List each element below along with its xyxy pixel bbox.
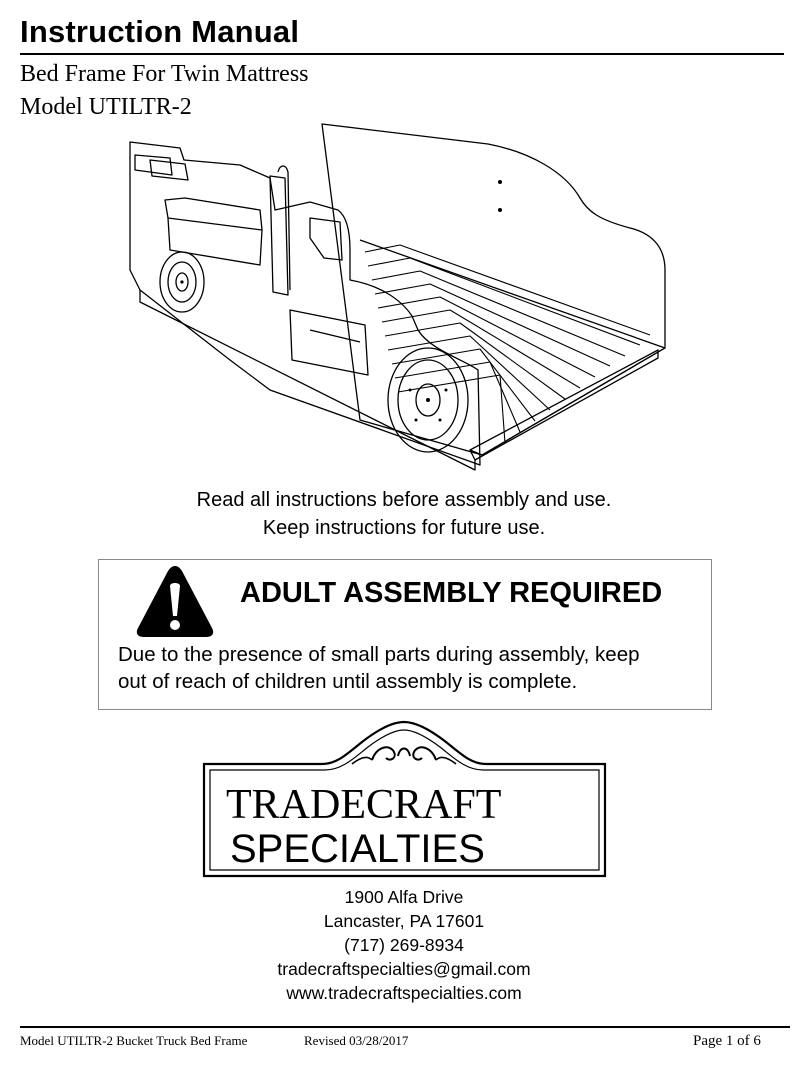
website-link[interactable]: www.tradecraftspecialties.com <box>286 983 522 1003</box>
address-city: Lancaster, PA 17601 <box>323 911 485 931</box>
email-link[interactable]: tradecraftspecialties@gmail.com <box>277 959 531 979</box>
footer-model: Model UTILTR-2 Bucket Truck Bed Frame <box>20 1033 248 1048</box>
read-instructions-notice: Read all instructions before assembly and use. <box>196 489 612 511</box>
footer-divider <box>20 1026 790 1028</box>
page-title: Instruction Manual <box>20 14 300 49</box>
warning-text-line2: out of reach of children until assembly is complete. <box>118 670 578 693</box>
model-subtitle: Model UTILTR-2 <box>20 94 192 120</box>
product-subtitle: Bed Frame For Twin Mattress <box>20 61 309 87</box>
title-divider <box>20 53 784 55</box>
warning-text-line1: Due to the presence of small parts during assembly, keep <box>118 643 640 666</box>
footer-revised: Revised 03/28/2017 <box>304 1033 409 1048</box>
tradecraft-specialties-logo <box>202 716 607 878</box>
logo-line2: SPECIALTIES <box>230 827 485 871</box>
warning-heading: ADULT ASSEMBLY REQUIRED <box>240 577 663 609</box>
footer-page-number: Page 1 of 6 <box>693 1033 761 1049</box>
keep-instructions-notice: Keep instructions for future use. <box>262 517 546 539</box>
logo-line1: TRADECRAFT <box>226 782 502 828</box>
phone-number: (717) 269-8934 <box>344 935 464 955</box>
truck-bed-illustration <box>110 120 680 480</box>
warning-triangle-icon <box>135 564 215 638</box>
address-street: 1900 Alfa Drive <box>344 887 464 907</box>
